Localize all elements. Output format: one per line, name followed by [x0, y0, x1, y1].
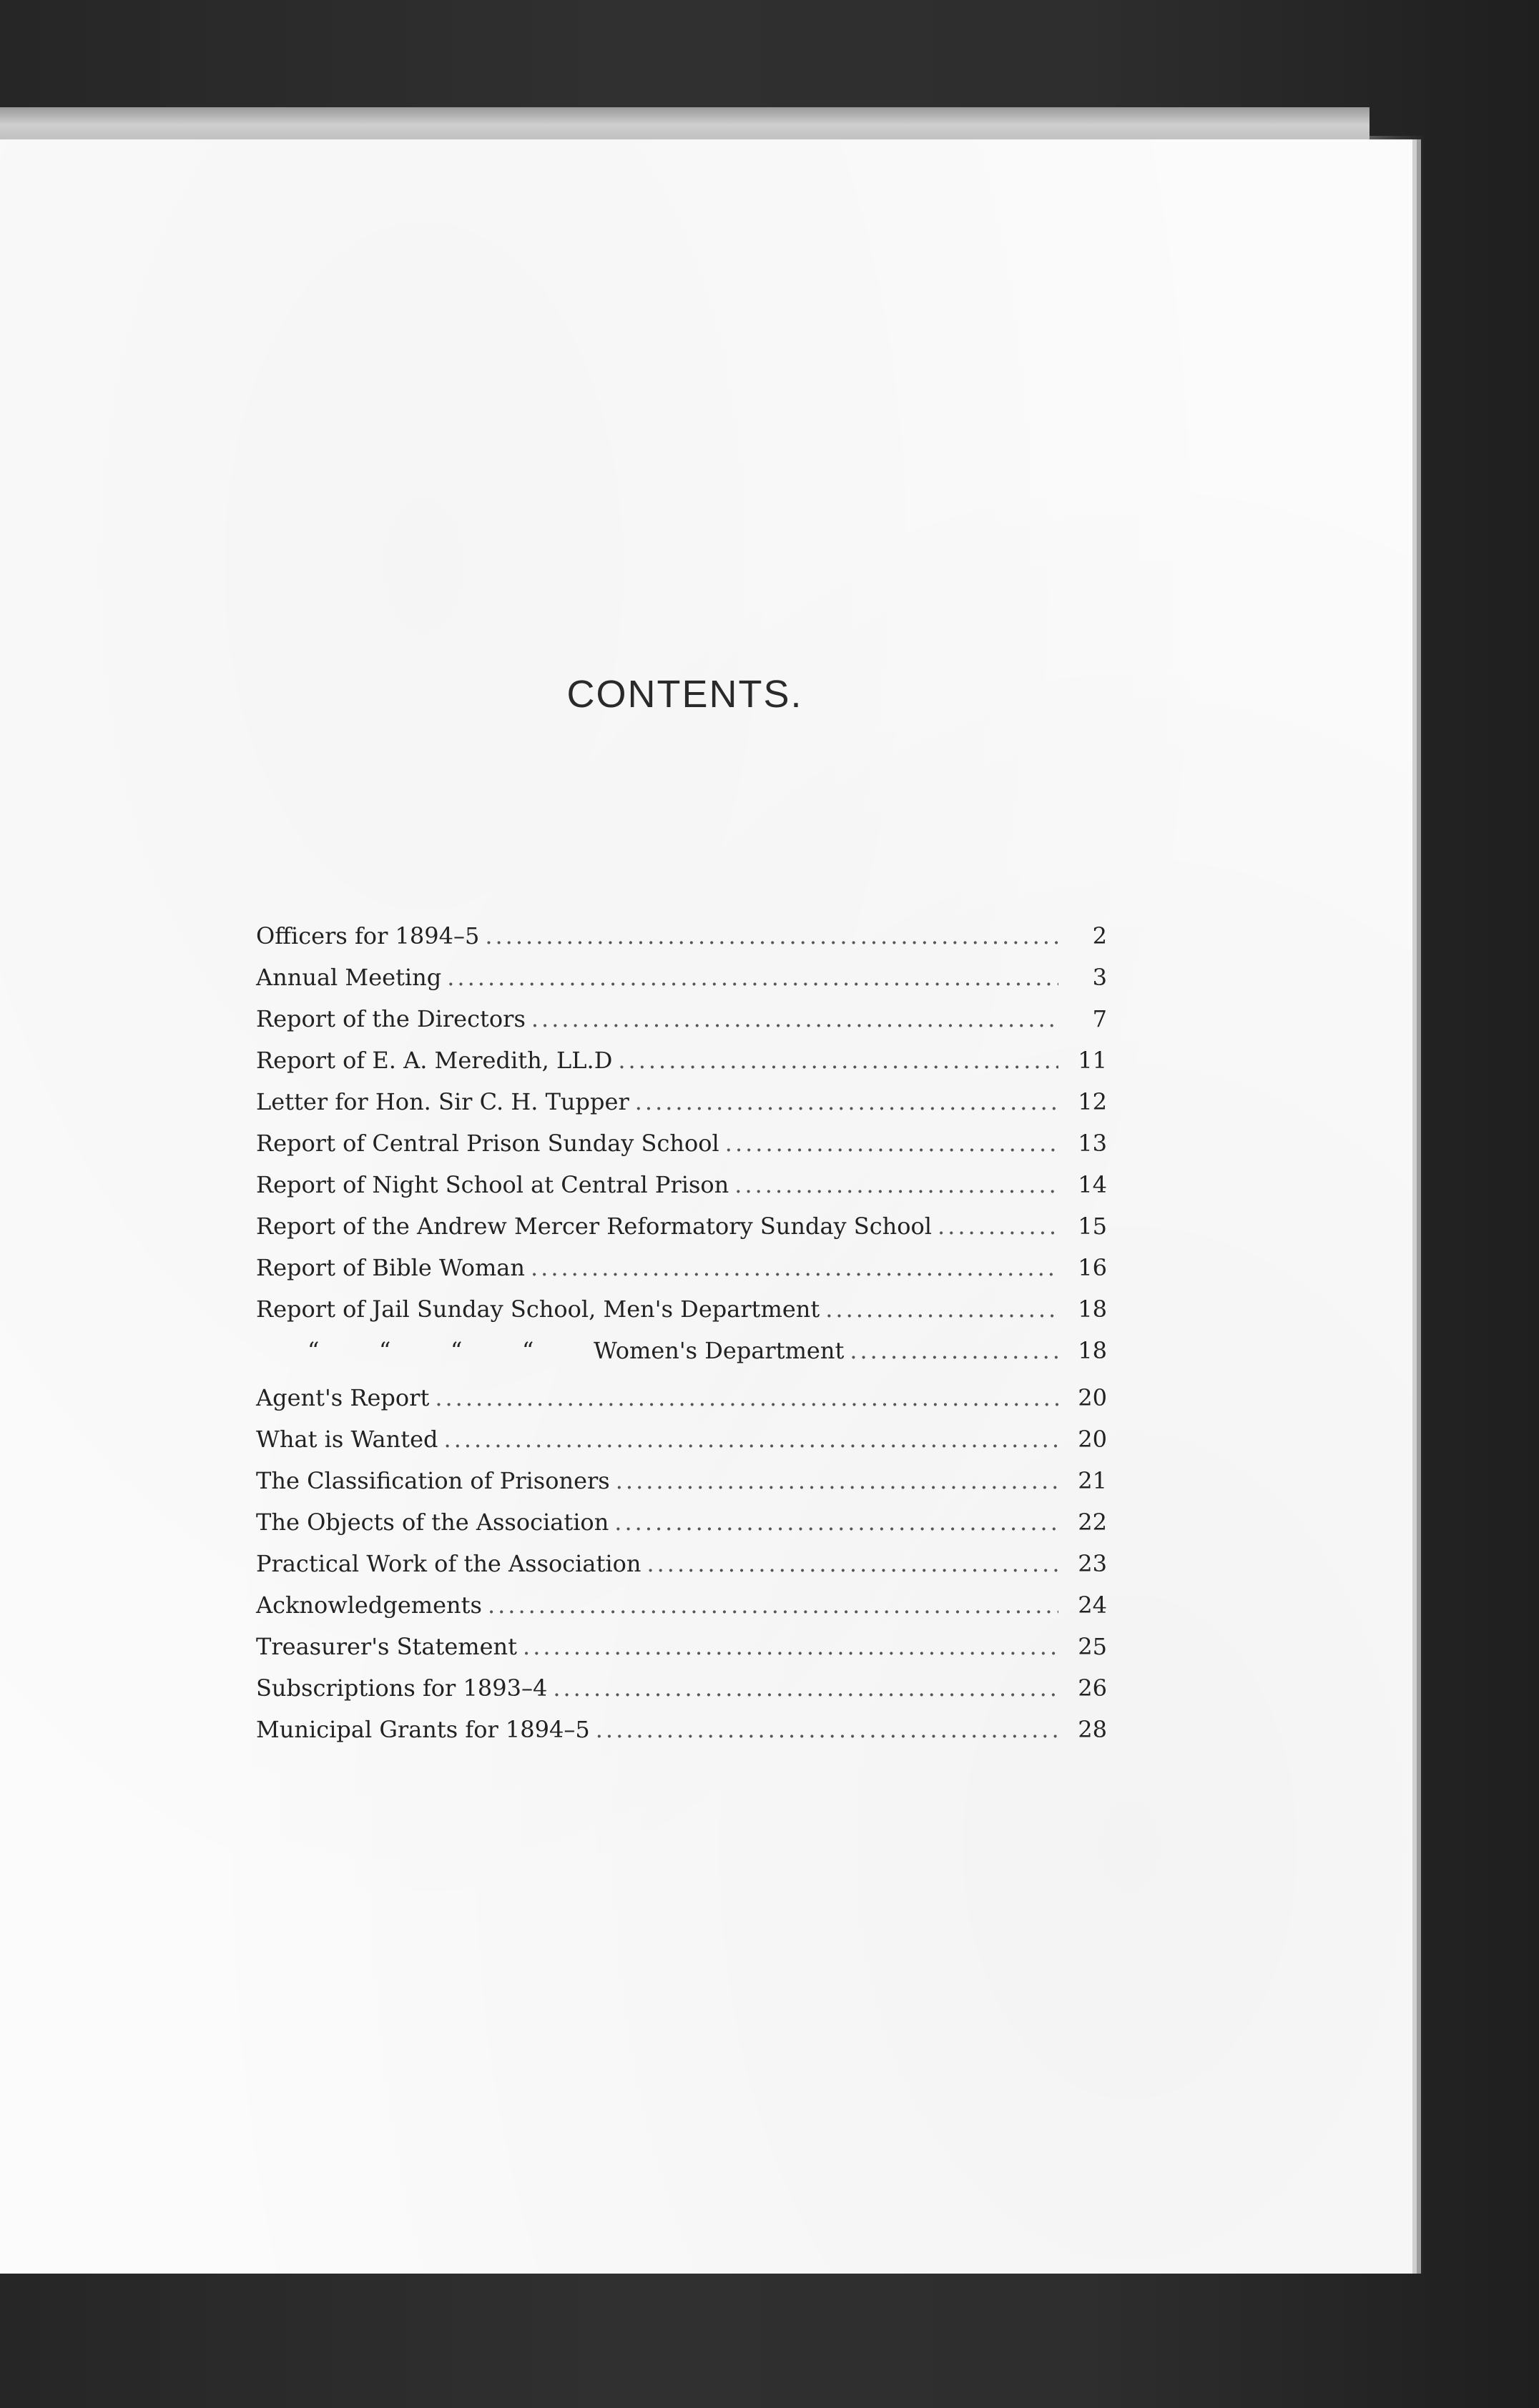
toc-row [256, 964, 1107, 1005]
toc-row [256, 1254, 1107, 1296]
toc-entry-label: Report of Central Prison Sunday School [256, 1130, 719, 1157]
toc-row [256, 1047, 1107, 1088]
toc-row [256, 1171, 1107, 1213]
toc-entry-label: Report of E. A. Meredith, LL.D [256, 1047, 613, 1074]
toc-page-number: 11 [1078, 1047, 1107, 1074]
toc-page-number: 12 [1078, 1088, 1107, 1115]
dot-leader [435, 1384, 1058, 1411]
toc-page-number: 18 [1078, 1337, 1107, 1364]
ditto-mark: “ [451, 1337, 463, 1364]
toc-group-first [256, 922, 1107, 1337]
toc-page-number: 15 [1078, 1213, 1107, 1240]
toc-entry-label: Report of the Directors [256, 1005, 526, 1032]
dot-leader [618, 1047, 1058, 1074]
toc-row [256, 1130, 1107, 1171]
toc-entry-label: Officers for 1894–5 [256, 922, 480, 949]
dot-leader [614, 1509, 1058, 1536]
ditto-mark: “ [522, 1337, 534, 1364]
toc-page-number: 13 [1078, 1130, 1107, 1157]
toc-page-number: 25 [1078, 1633, 1107, 1660]
dot-leader [488, 1592, 1058, 1619]
dot-leader [447, 964, 1058, 991]
toc-entry-label: Annual Meeting [256, 964, 442, 991]
dot-leader [596, 1716, 1058, 1743]
dot-leader [531, 1005, 1058, 1032]
toc-entry-label: Subscriptions for 1893–4 [256, 1674, 548, 1702]
toc-row [256, 1384, 1107, 1426]
toc-row [256, 1550, 1107, 1592]
toc-page-number: 2 [1092, 922, 1107, 949]
toc-entry-label: The Classification of Prisoners [256, 1467, 610, 1494]
toc-entry-text: Women's Department [594, 1337, 845, 1364]
toc-row [256, 922, 1107, 964]
toc-row [256, 1592, 1107, 1633]
toc-entry-label: Letter for Hon. Sir C. H. Tupper [256, 1088, 629, 1115]
toc-row [256, 1088, 1107, 1130]
toc-entry-label: The Objects of the Association [256, 1509, 609, 1536]
toc-entry-label: Practical Work of the Association [256, 1550, 641, 1577]
toc-entry-label: What is Wanted [256, 1426, 438, 1453]
ditto-mark: “ [379, 1337, 391, 1364]
toc-row [256, 1213, 1107, 1254]
toc-page-number: 24 [1078, 1592, 1107, 1619]
toc-page-number: 28 [1078, 1716, 1107, 1743]
dot-leader [531, 1254, 1058, 1281]
toc-row [256, 1296, 1107, 1337]
toc-page-number: 18 [1078, 1296, 1107, 1323]
toc-page-number: 20 [1078, 1426, 1107, 1453]
toc-entry-label: Agent's Report [256, 1384, 430, 1411]
document-page [0, 139, 1412, 2274]
dot-leader [938, 1213, 1058, 1240]
toc-entry-label: Report of Bible Woman [256, 1254, 525, 1281]
toc-page-number: 7 [1092, 1005, 1107, 1032]
toc-group-after [256, 1384, 1107, 1757]
toc-row-ditto [256, 1337, 1107, 1378]
dot-leader [444, 1426, 1058, 1453]
dot-leader [485, 922, 1058, 949]
toc-entry-label: Acknowledgements [256, 1592, 482, 1619]
dot-leader [725, 1130, 1058, 1157]
dot-leader [553, 1674, 1058, 1702]
toc-page-number: 26 [1078, 1674, 1107, 1702]
dot-leader [850, 1337, 1058, 1364]
toc-page-number: 14 [1078, 1171, 1107, 1198]
dot-leader [734, 1171, 1058, 1198]
dot-leader [616, 1467, 1058, 1494]
toc-entry-label: Report of the Andrew Mercer Reformatory Sunday School [256, 1213, 932, 1240]
toc-page-number: 20 [1078, 1384, 1107, 1411]
toc-entry-label [256, 1337, 844, 1364]
toc-page-number: 16 [1078, 1254, 1107, 1281]
dot-leader [523, 1633, 1058, 1660]
toc-page-number: 21 [1078, 1467, 1107, 1494]
toc-entry-label: Report of Night School at Central Prison [256, 1171, 729, 1198]
toc-row [256, 1005, 1107, 1047]
toc-row [256, 1509, 1107, 1550]
toc-row [256, 1426, 1107, 1467]
dot-leader [646, 1550, 1058, 1577]
toc-row [256, 1674, 1107, 1716]
toc-entry-label: Report of Jail Sunday School, Men's Department [256, 1296, 820, 1323]
toc-entry-label: Treasurer's Statement [256, 1633, 518, 1660]
table-of-contents [256, 922, 1107, 1757]
toc-entry-label: Municipal Grants for 1894–5 [256, 1716, 590, 1743]
dot-leader [825, 1296, 1058, 1323]
toc-page-number: 23 [1078, 1550, 1107, 1577]
page-title: CONTENTS. [566, 673, 803, 716]
ditto-mark: “ [308, 1337, 320, 1364]
toc-page-number: 22 [1078, 1509, 1107, 1536]
toc-row [256, 1467, 1107, 1509]
toc-row [256, 1716, 1107, 1757]
toc-page-number: 3 [1092, 964, 1107, 991]
dot-leader [635, 1088, 1058, 1115]
toc-row [256, 1633, 1107, 1674]
